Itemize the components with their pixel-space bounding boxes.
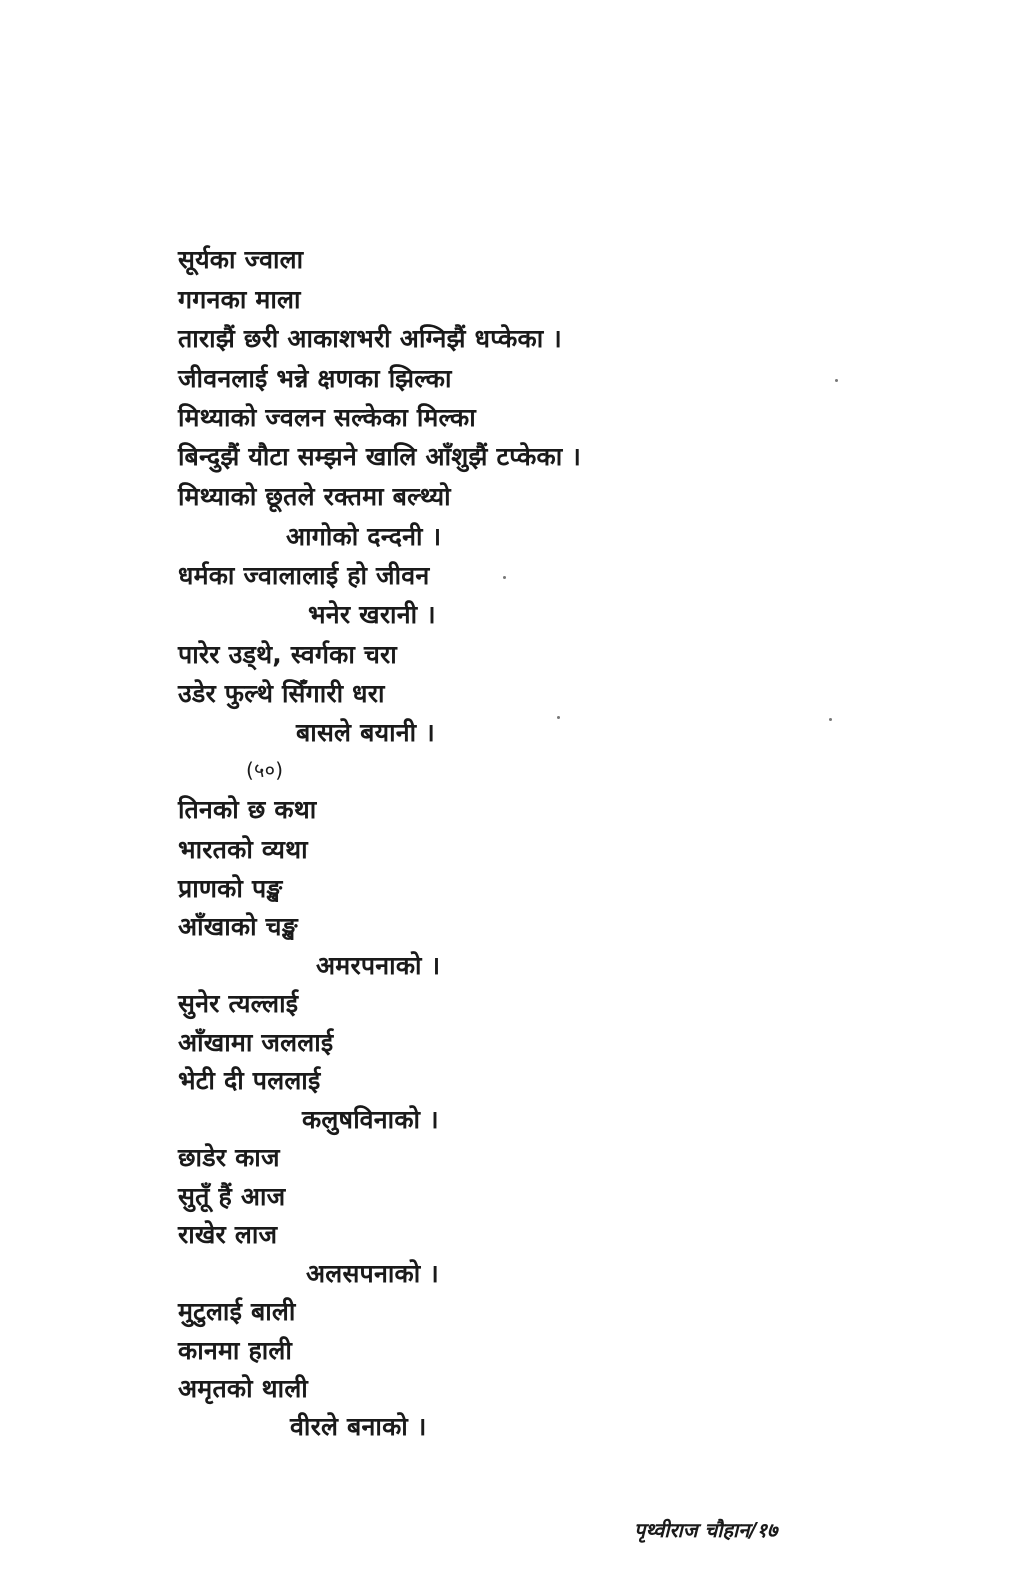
poem-line-indented: अमरपनाको । bbox=[316, 951, 441, 980]
poem-line: प्राणको पङ्ख bbox=[178, 874, 283, 903]
poem-line: जीवनलाई भन्ने क्षणका झिल्का bbox=[178, 364, 452, 393]
poem-line: बिन्दुझैं यौटा सम्झने खालि आँशुझैं टप्केका । bbox=[178, 442, 581, 471]
poem-line-indented: अलसपनाको । bbox=[306, 1259, 439, 1288]
poem-line: मिथ्याको ज्वलन सल्केका मिल्का bbox=[178, 403, 476, 432]
poem-line: भेटी दी पललाई bbox=[178, 1066, 321, 1095]
poem-line: मुटुलाई बाली bbox=[178, 1297, 296, 1326]
poem-line-indented: वीरले बनाको । bbox=[290, 1412, 427, 1441]
poem-line: कानमा हाली bbox=[178, 1336, 293, 1365]
page-footer: पृथ्वीराज चौहान/१७ bbox=[634, 1518, 778, 1542]
poem-line-indented: भनेर खरानी । bbox=[308, 600, 436, 629]
scan-speck bbox=[503, 576, 506, 579]
poem-line-indented: कलुषविनाको । bbox=[302, 1105, 439, 1134]
poem-line: सुतूँ हैं आज bbox=[178, 1182, 286, 1211]
poem-line: धर्मका ज्वालालाई हो जीवन bbox=[178, 561, 430, 590]
poem-line: सुनेर त्यल्लाई bbox=[178, 989, 299, 1018]
poem-line: सूर्यका ज्वाला bbox=[178, 245, 304, 274]
poem-line: ताराझैं छरी आकाशभरी अग्निझैं धप्केका । bbox=[178, 324, 562, 353]
poem-line: गगनका माला bbox=[178, 285, 301, 314]
poem-line-indented: बासले बयानी । bbox=[296, 718, 435, 747]
poem-line: आँखामा जललाई bbox=[178, 1028, 334, 1057]
section-number: (५०) bbox=[246, 758, 284, 782]
poem-line: उडेर फुल्थे सिँगारी धरा bbox=[178, 679, 385, 708]
poem-line: तिनको छ कथा bbox=[178, 795, 317, 824]
poem-line: राखेर लाज bbox=[178, 1220, 278, 1249]
poem-line: अमृतको थाली bbox=[178, 1374, 308, 1403]
scan-speck bbox=[557, 716, 560, 719]
scan-speck bbox=[835, 379, 838, 382]
poem-line: आँखाको चङ्ख bbox=[178, 912, 298, 941]
poem-line: पारेर उड्थे, स्वर्गका चरा bbox=[178, 640, 397, 669]
poem-line: भारतको व्यथा bbox=[178, 835, 308, 864]
poem-line: छाडेर काज bbox=[178, 1143, 280, 1172]
poem-line-indented: आगोको दन्दनी । bbox=[286, 522, 442, 551]
poem-line: मिथ्याको छूतले रक्तमा बल्थ्यो bbox=[178, 482, 451, 511]
scan-speck bbox=[829, 718, 832, 721]
